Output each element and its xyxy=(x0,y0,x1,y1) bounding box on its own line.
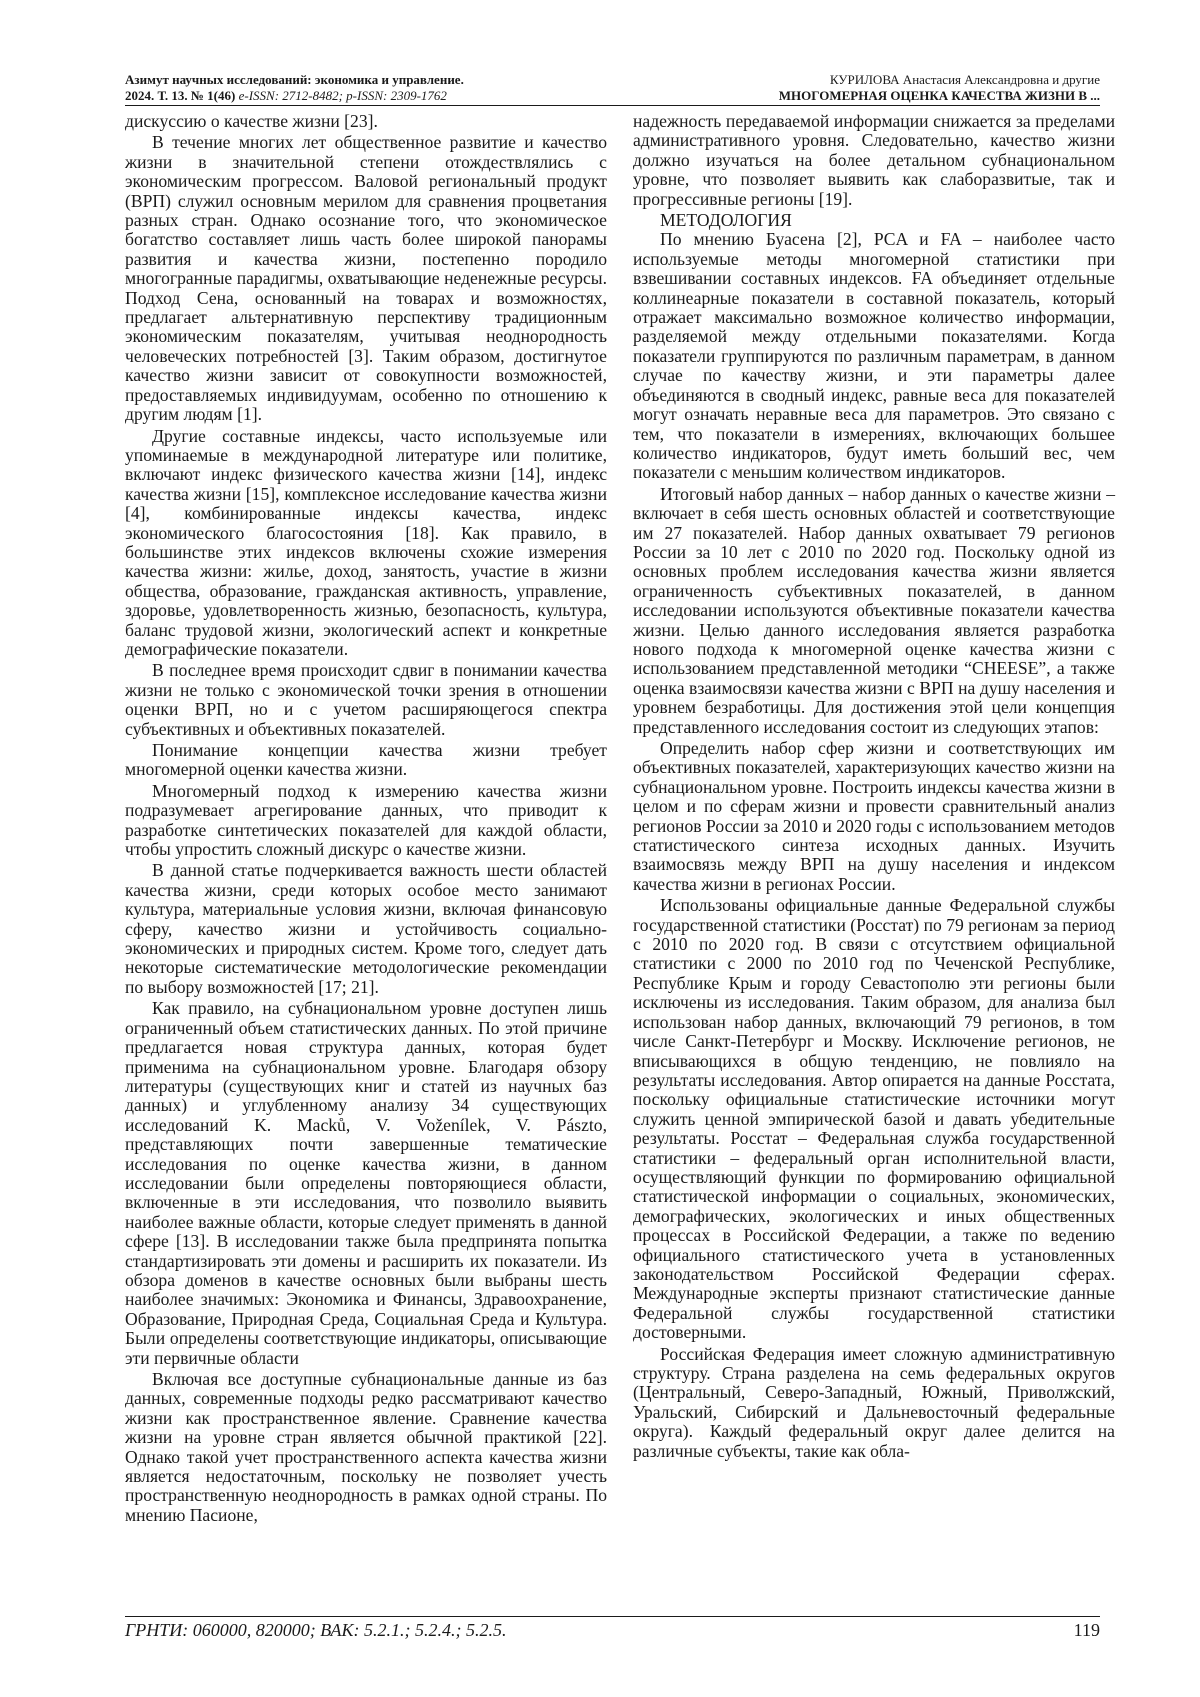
paragraph: По мнению Буасена [2], PCA и FA – наиболее часто используемые методы многомерной статистики при взвешивании составных индексов. FA объединяет отдельные коллинеарные показатели в составной показатель, который отражает максимально возможное количество информации, разделяемой между отдельными показателями. Когда показатели группируются по различным параметрам, в данном случае по качеству жизни, и эти параметры далее объединяются в сводный индекс, равные веса для показателей могут означать неравные веса для параметров. Это связано с тем, что показатели в измерениях, включающих большее количество индикаторов, будут иметь больший вес, чем показатели с меньшим количеством индикаторов. xyxy=(633,229,1115,483)
article-info xyxy=(779,72,1100,104)
running-header xyxy=(125,72,1100,106)
paragraph: Определить набор сфер жизни и соответствующих им объективных показателей, характеризующих качество жизни на субнациональном уровне. Построить индексы качества жизни в целом и по сферам жизни и провести сравнительный анализ регионов России за 2010 и 2020 годы с использованием методов статистического синтеза исходных данных. Изучить взаимосвязь между ВРП на душу населения и индексом качества жизни в регионах России. xyxy=(633,738,1115,894)
paragraph: дискуссию о качестве жизни [23]. xyxy=(125,111,378,131)
left-column xyxy=(125,112,607,1527)
footer-rule xyxy=(125,1616,1100,1617)
journal-issn: e-ISSN: 2712-8482; p-ISSN: 2309-1762 xyxy=(238,88,447,103)
section-heading: МЕТОДОЛОГИЯ xyxy=(660,210,792,231)
paragraph: Как правило, на субнациональном уровне доступен лишь ограниченный объем статистических данных. По этой причине предлагается новая структура данных, которая будет применима на субнациональном уровне. Благодаря обзору литературы (существующих книг и статей из научных баз данных) и углубленному анализу 34 существующих исследований K. Macků, V. Voženílek, V. Pászto, представляющих почти завершенные тематические исследования по оценке качества жизни, в данном исследовании были определены повторяющиеся области, включенные в эти исследования, что позволило выявить наиболее важные области, которые следует применять в данной сфере [13]. В исследовании также была предпринята попытка стандартизировать эти домены и расширить их показатели. Из обзора доменов в качестве основных были выбраны шесть наиболее значимых: Экономика и Финансы, Здравоохранение, Образование, Природная Среда, Социальная Среда и Культура. Были определены соответствующие индикаторы, описывающие эти первичные области xyxy=(125,998,607,1368)
paragraph: Российская Федерация имеет сложную административную структуру. Страна разделена на семь федеральных округов (Центральный, Северо-Западный, Южный, Приволжский, Уральский, Сибирский и Дальневосточный федеральные округа). Каждый федеральный округ далее делится на различные субъекты, такие как обла- xyxy=(633,1343,1115,1461)
paragraph: Многомерный подход к измерению качества жизни подразумевает агрегирование данных, что приводит к разработке синтетических показателей для каждой области, чтобы упростить сложный дискурс о качестве жизни. xyxy=(125,780,607,860)
journal-volume-line xyxy=(125,88,464,104)
journal-volume: 2024. Т. 13. № 1(46) xyxy=(125,88,236,103)
paragraph: Другие составные индексы, часто используемые или упоминаемые в международной литературе или политике, включают индекс физического качества жизни [14], индекс качества жизни [15], комплексное исследование качества жизни [4], комбинированные индексы качества, индекс экономического благосостояния [18]. Как правило, в большинстве этих индексов включены схожие измерения качества жизни: жилье, доход, занятость, участие в жизни общества, образование, гражданская активность, управление, здоровье, удовлетворенность жизнью, безопасность, культура, баланс трудовой жизни, экологический аспект и конкретные демографические показатели. xyxy=(125,425,607,659)
classification-codes: ГРНТИ: 060000, 820000; ВАК: 5.2.1.; 5.2.4.; 5.2.5. xyxy=(125,1620,507,1640)
article-title: МНОГОМЕРНАЯ ОЦЕНКА КАЧЕСТВА ЖИЗНИ В ... xyxy=(778,88,1100,103)
paragraph: Включая все доступные субнациональные данные из баз данных, современные подходы редко рассматривают качество жизни как пространственное явление. Сравнение качества жизни на уровне стран является обычной практикой [22]. Однако такой учет пространственного аспекта качества жизни является недостаточным, поскольку не позволяет учесть пространственную неоднородность в рамках одной страны. По мнению Пасионе, xyxy=(125,1369,607,1525)
journal-title: Азимут научных исследований: экономика и управление. xyxy=(125,72,464,87)
paragraph: Использованы официальные данные Федеральной службы государственной статистики (Росстат) по 79 регионам за период с 2010 по 2020 год. В связи с отсутствием официальной статистики с 2000 по 2010 год по Чеченской Республике, Республике Крым и городу Севастополю эти регионы были исключены из исследования. Таким образом, для анализа был использован набор данных, включающий 79 регионов, в том числе Санкт-Петербург и Москву. Исключение регионов, не вписывающихся в общую тенденцию, не повлияло на результаты исследования. Автор опирается на данные Росстата, поскольку официальные статистические источники могут служить ценной эмпирической базой и давать убедительные результаты. Росстат – Федеральная служба государственной статистики – федеральный орган исполнительной власти, осуществляющий функции по формированию официальной статистической информации о социальных, экономических, демографических, экологических и иных общественных процессах в Российской Федерации, а также по ведению официального статистического учета в установленных законодательством Российской Федерации сферах. Международные эксперты признают статистические данные Федеральной службы государственной статистики достоверными. xyxy=(633,895,1115,1343)
right-column xyxy=(633,112,1115,1463)
paragraph: В течение многих лет общественное развитие и качество жизни в значительной степени отождествлялись с экономическим прогрессом. Валовой региональный продукт (ВРП) служил основным мерилом для сравнения процветания разных стран. Однако осознание того, что экономическое богатство составляет лишь часть более широкой панорамы развития и качества жизни, постепенно породило многогранные парадигмы, охватывающие неденежные ресурсы. Подход Сена, основанный на товарах и возможностях, предлагает альтернативную перспективу традиционным экономическим показателям, учитывая неоднородность человеческих потребностей [3]. Таким образом, достигнутое качество жизни зависит от совокупности возможностей, предоставляемых индивидуумам, особенно по отношению к другим людям [1]. xyxy=(125,132,607,425)
paragraph: В последнее время происходит сдвиг в понимании качества жизни не только с экономической точки зрения в отношении оценки ВРП, но и с учетом расширяющегося спектра субъективных и объективных показателей. xyxy=(125,660,607,739)
page-number: 119 xyxy=(1073,1620,1100,1640)
article-authors: КУРИЛОВА Анастасия Александровна и другие xyxy=(829,72,1100,87)
journal-info xyxy=(125,72,464,104)
paragraph: Понимание концепции качества жизни требует многомерной оценки качества жизни. xyxy=(125,740,607,780)
paragraph: В данной статье подчеркивается важность шести областей качества жизни, среди которых особое место занимают культура, материальные условия жизни, включая финансовую сферу, качество жизни и устойчивость социально-экономических и природных систем. Кроме того, следует дать некоторые систематические методологические рекомендации по выбору возможностей [17; 21]. xyxy=(125,860,607,997)
paragraph: Итоговый набор данных – набор данных о качестве жизни – включает в себя шесть основных областей и соответствующие им 27 показателей. Набор данных охватывает 79 регионов России за 10 лет с 2010 по 2020 год. Поскольку одной из основных проблем исследования качества жизни является ограниченность субъективных показателей, в данном исследовании используются объективные показатели качества жизни. Целью данного исследования является разработка нового подхода к многомерной оценке качества жизни с использованием представленной методики “CHEESE”, а также оценка взаимосвязи качества жизни с ВРП на душу населения и уровнем безработицы. Для достижения этой цели концепция представленного исследования состоит из следующих этапов: xyxy=(633,483,1115,737)
header-rule xyxy=(125,105,1100,106)
paragraph: надежность передаваемой информации снижается за пределами административного уровня. Следовательно, качество жизни должно изучаться на более детальном субнациональном уровне, что позволяет выявить как слаборазвитые, так и прогрессивные регионы [19]. xyxy=(633,111,1115,209)
